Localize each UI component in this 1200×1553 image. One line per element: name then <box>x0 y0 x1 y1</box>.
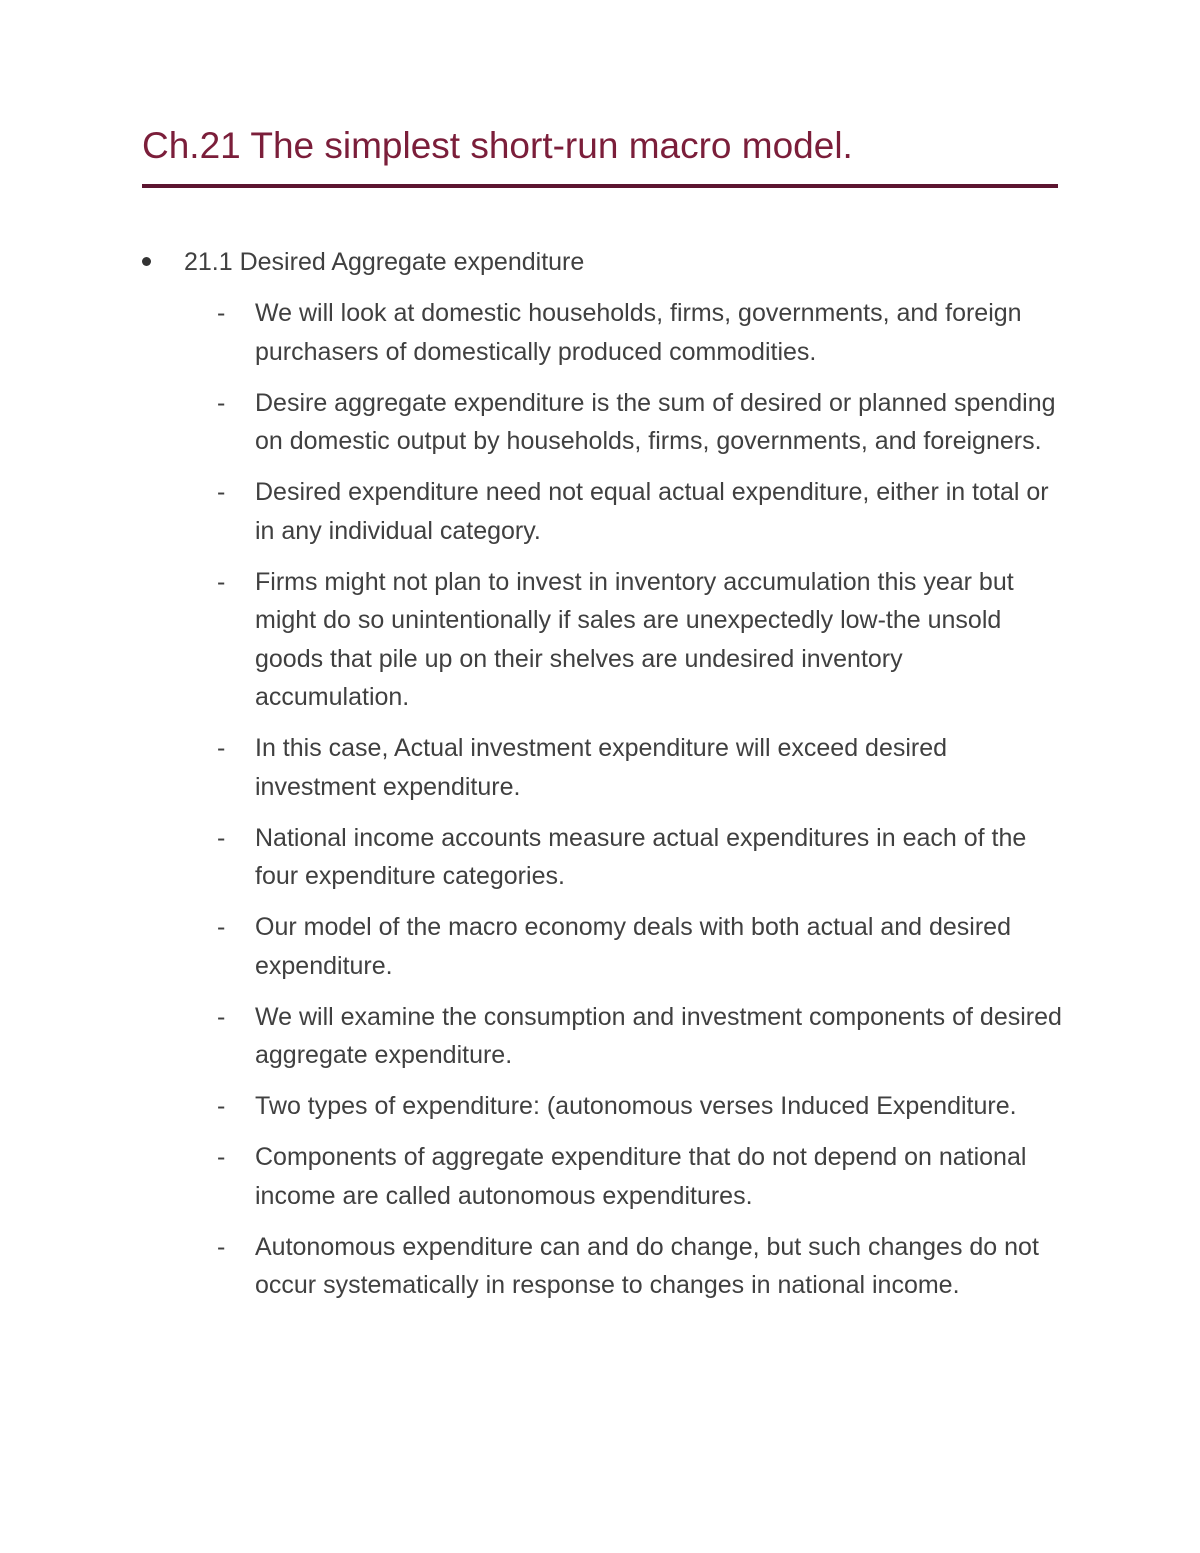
list-item <box>217 908 1062 985</box>
list-item-text: Components of aggregate expenditure that do not depend on national income are called autonomous expenditures. <box>255 1143 1027 1210</box>
list-item <box>217 294 1062 371</box>
dash-marker: - <box>217 734 226 762</box>
dash-marker: - <box>217 913 226 941</box>
dash-marker: - <box>217 1092 226 1120</box>
bullet-dot-icon <box>142 257 151 266</box>
dash-marker: - <box>217 567 226 596</box>
dash-marker: - <box>217 1002 226 1031</box>
list-item <box>217 1228 1062 1305</box>
dash-marker: - <box>217 388 226 417</box>
list-item-text: Desired expenditure need not equal actual expenditure, either in total or in any individual category. <box>255 478 1049 545</box>
dash-marker: - <box>217 823 226 852</box>
list-item-text: We will look at domestic households, firms, governments, and foreign purchasers of domestically produced commodities. <box>255 299 1022 366</box>
list-item-text: National income accounts measure actual expenditures in each of the four expenditure categories. <box>255 823 1027 890</box>
dash-marker: - <box>217 1232 226 1261</box>
list-item <box>217 384 1062 461</box>
list-item <box>217 1138 1062 1215</box>
title-divider <box>142 184 1058 188</box>
list-item <box>217 998 1062 1075</box>
list-item-text: Firms might not plan to invest in inventory accumulation this year but might do so unintentionally if sales are unexpectedly low-the unsold goods that pile up on their shelves are undesired inventory accumulation. <box>255 567 1014 711</box>
dash-marker: - <box>217 478 226 506</box>
section-heading: 21.1 Desired Aggregate expenditure <box>184 248 585 276</box>
list-item <box>217 729 1062 806</box>
list-item-text: In this case, Actual investment expenditure will exceed desired investment expenditure. <box>255 734 948 801</box>
list-item <box>217 473 1062 550</box>
list-item-text: Two types of expenditure: (autonomous verses Induced Expenditure. <box>255 1092 1017 1120</box>
page-title: Ch.21 The simplest short-run macro model. <box>142 125 853 166</box>
list-item-text: Autonomous expenditure can and do change, but such changes do not occur systematically in response to changes in national income. <box>255 1232 1039 1299</box>
section-bullet <box>142 243 1042 281</box>
list-item <box>217 819 1062 896</box>
dash-marker: - <box>217 1143 226 1171</box>
list-item <box>217 563 1062 717</box>
list-item-text: Desire aggregate expenditure is the sum of desired or planned spending on domestic output by households, firms, governments, and foreigners. <box>255 388 1056 455</box>
list-item-text: Our model of the macro economy deals with both actual and desired expenditure. <box>255 913 1011 980</box>
dash-list <box>217 294 1062 1317</box>
dash-marker: - <box>217 299 226 327</box>
list-item <box>217 1087 1062 1126</box>
list-item-text: We will examine the consumption and investment components of desired aggregate expenditure. <box>255 1002 1062 1069</box>
